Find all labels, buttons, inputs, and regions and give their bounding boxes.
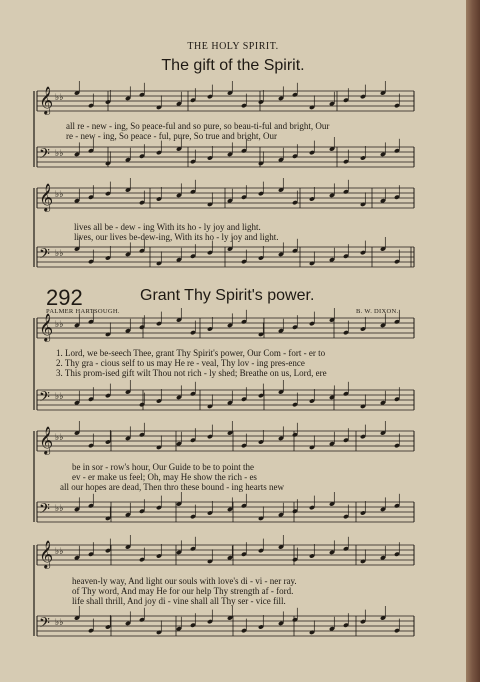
lyric-line: 1. Lord, we be-seech Thee, grant Thy Spirit's power, Our Com - fort - er to <box>56 348 326 358</box>
flat-icon: ♭♭ <box>55 392 64 402</box>
hymn-title-gift-of-spirit: The gift of the Spirit. <box>161 57 305 74</box>
lyric-line: lives, our lives be-dew-ing, With its ho - ly joy and light. <box>74 232 279 242</box>
flat-icon: ♭♭ <box>55 504 64 514</box>
bass-clef-icon: 𝄢 <box>39 246 50 266</box>
book-spine <box>466 0 480 682</box>
treble-clef-icon: 𝄞 <box>39 313 54 341</box>
lyric-line: life shall thrill, And joy di - vine shall all Thy ser - vice fill. <box>72 596 286 606</box>
flat-icon: ♭♭ <box>55 249 64 259</box>
treble-clef-icon: 𝄞 <box>39 540 54 568</box>
hymn-title-grant-spirit-power: Grant Thy Spirit's power. <box>140 287 315 304</box>
lyric-line: lives all be - dew - ing With its ho - ly joy and light. <box>74 222 261 232</box>
author-credit: PALMER HARTSOUGH. <box>46 308 120 315</box>
flat-icon: ♭♭ <box>55 190 64 200</box>
hymn-number: 292 <box>46 285 83 310</box>
flat-icon: ♭♭ <box>55 149 64 159</box>
lyric-line: be in sor - row's hour, Our Guide to be to point the <box>72 462 254 472</box>
bass-clef-icon: 𝄢 <box>39 389 50 409</box>
composer-credit: B. W. DIXON. <box>356 308 399 315</box>
lyric-line: ev - er make us feel; Oh, may He show the rich - es <box>72 472 257 482</box>
treble-clef-icon: 𝄞 <box>39 426 54 454</box>
section-heading: THE HOLY SPIRIT. <box>187 41 279 52</box>
lyric-line: all re - new - ing, So peace-ful and so pure, so beau-ti-ful and bright, Our <box>66 121 330 131</box>
bass-clef-icon: 𝄢 <box>39 146 50 166</box>
flat-icon: ♭♭ <box>55 93 64 103</box>
flat-icon: ♭♭ <box>55 433 64 443</box>
bass-clef-icon: 𝄢 <box>39 615 50 635</box>
flat-icon: ♭♭ <box>55 320 64 330</box>
treble-clef-icon: 𝄞 <box>39 86 54 114</box>
flat-icon: ♭♭ <box>55 618 64 628</box>
treble-clef-icon: 𝄞 <box>39 183 54 211</box>
lyric-line: heaven-ly way, And light our souls with love's di - vi - ner ray. <box>72 576 297 586</box>
lyric-line: of Thy word, And may He for our help Thy strength af - ford. <box>72 586 294 596</box>
bass-clef-icon: 𝄢 <box>39 501 50 521</box>
lyric-line: 2. Thy gra - cious self to us may He re - veal, Thy lov - ing pres-ence <box>56 358 305 368</box>
flat-icon: ♭♭ <box>55 547 64 557</box>
lyric-line: all our hopes are dead, Then thro these bound - ing hearts new <box>60 482 285 492</box>
lyric-line: re - new - ing, So peace - ful, pure, So true and bright, Our <box>66 131 277 141</box>
lyric-line: 3. This prom-ised gift wilt Thou not rich - ly shed; Breathe on us, Lord, ere <box>56 368 327 378</box>
